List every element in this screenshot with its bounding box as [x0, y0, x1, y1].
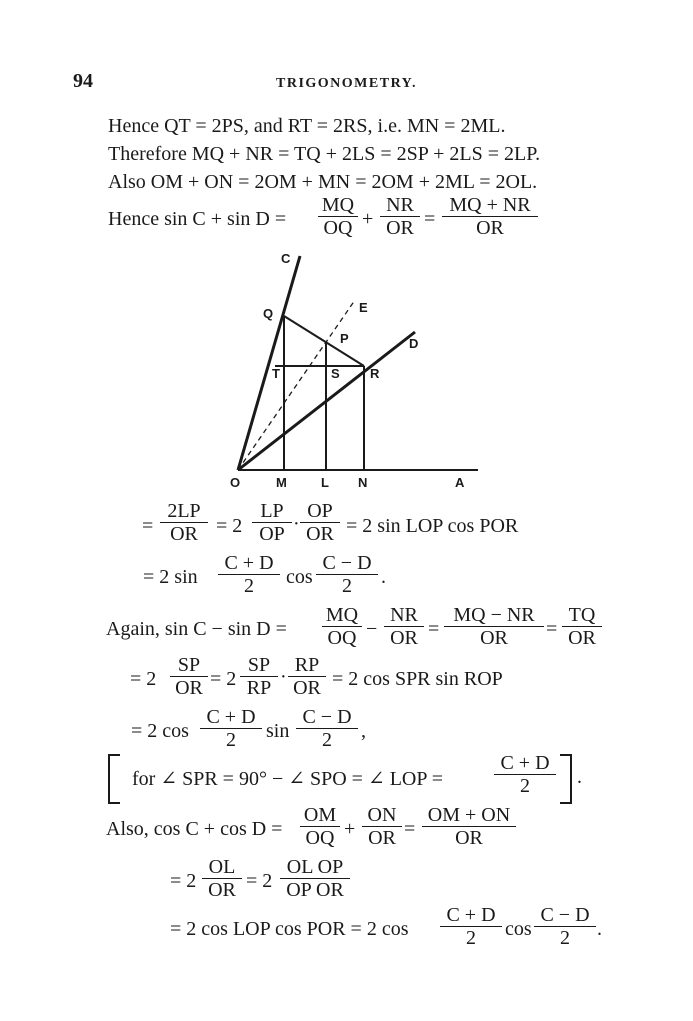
eq-b-period: . [381, 566, 386, 588]
eq-d-equals: = 2 [210, 668, 237, 690]
eq-a-equals: = [142, 515, 154, 537]
eq-d-frac-3: RP OR [288, 654, 326, 699]
eq-c-frac-2: NR OR [384, 604, 424, 649]
eq-b-frac-1: C + D 2 [218, 552, 280, 597]
label-r: R [370, 366, 380, 381]
eq-c-frac-3: MQ − NR OR [444, 604, 544, 649]
label-a: A [455, 475, 465, 490]
eq-g-plus: + [344, 818, 356, 840]
eq-e-comma: , [361, 720, 366, 742]
eq-c-frac-4: TQ OR [562, 604, 602, 649]
equals-sign: = [424, 208, 436, 230]
line-oc [238, 256, 300, 470]
eq-i-period: . [597, 918, 602, 940]
eq-c-lead: Again, sin C − sin D = [106, 618, 287, 640]
eq-i-lead: = 2 cos LOP cos POR = 2 cos [170, 918, 409, 940]
eq-f-period: . [577, 766, 582, 788]
plus-sign: + [362, 208, 374, 230]
label-t: T [272, 366, 280, 381]
eq-e-frac-1: C + D 2 [200, 706, 262, 751]
eq-c-equals: = [428, 618, 440, 640]
eq-c-equals-2: = [546, 618, 558, 640]
left-bracket [108, 754, 120, 804]
eq-b-lead: = 2 sin [143, 566, 198, 588]
eq-a-equals-2: = 2 [216, 515, 243, 537]
eq-a-dot: · [293, 513, 300, 535]
label-m: M [276, 475, 287, 490]
eq-h-frac-1: OL OR [202, 856, 242, 901]
eq-g-equals: = [404, 818, 416, 840]
eq-f-text: for ∠ SPR = 90° − ∠ SPO = ∠ LOP = [132, 768, 444, 790]
eq-h-frac-2: OL OP OP OR [280, 856, 350, 901]
eq-e-lead: = 2 cos [131, 720, 189, 742]
label-s: S [331, 366, 340, 381]
eq-i-frac-2: C − D 2 [534, 904, 596, 949]
eq-g-frac-2: ON OR [362, 804, 402, 849]
eq-f-frac: C + D 2 [494, 752, 556, 797]
line-qr [284, 316, 364, 366]
eq-sum-lead: Hence sin C + sin D = [108, 208, 287, 230]
eq-h-equals: = 2 [246, 870, 273, 892]
eq-e-sin: sin [266, 720, 290, 742]
running-head: TRIGONOMETRY. [276, 76, 418, 91]
eq-sum-frac-1: MQ OQ [318, 194, 358, 239]
eq-d-tail: = 2 cos SPR sin ROP [332, 668, 503, 690]
eq-a-frac-2: LP OP [252, 500, 292, 545]
eq-b-frac-2: C − D 2 [316, 552, 378, 597]
label-d: D [409, 336, 419, 351]
line-hence-qt: Hence QT = 2PS, and RT = 2RS, i.e. MN = 2ML. [108, 115, 506, 137]
eq-i-cos: cos [505, 918, 532, 940]
eq-b-cos: cos [286, 566, 313, 588]
eq-a-frac-3: OP OR [300, 500, 340, 545]
page-number: 94 [73, 70, 93, 92]
eq-a-tail: = 2 sin LOP cos POR [346, 515, 519, 537]
line-also-om-on: Also OM + ON = 2OM + MN = 2OM + 2ML = 2OL. [108, 171, 538, 193]
eq-h-lead: = 2 [170, 870, 197, 892]
right-bracket [560, 754, 572, 804]
label-l: L [321, 475, 329, 490]
eq-c-minus: − [366, 618, 378, 640]
eq-d-frac-2: SP RP [240, 654, 278, 699]
eq-d-dot: · [280, 666, 287, 688]
label-q: Q [263, 306, 274, 321]
eq-d-frac-1: SP OR [170, 654, 208, 699]
eq-e-frac-2: C − D 2 [296, 706, 358, 751]
eq-c-frac-1: MQ OQ [322, 604, 362, 649]
label-p: P [340, 331, 349, 346]
eq-g-frac-1: OM OQ [300, 804, 340, 849]
label-o: O [230, 475, 241, 490]
label-n: N [358, 475, 368, 490]
eq-d-lead: = 2 [130, 668, 157, 690]
eq-g-lead: Also, cos C + cos D = [106, 818, 283, 840]
eq-a-frac-1: 2LP OR [160, 500, 208, 545]
label-e: E [359, 300, 368, 315]
label-c: C [281, 251, 291, 266]
line-therefore: Therefore MQ + NR = TQ + 2LS = 2SP + 2LS = 2LP. [108, 143, 541, 165]
eq-sum-frac-2: NR OR [380, 194, 420, 239]
eq-i-frac-1: C + D 2 [440, 904, 502, 949]
eq-sum-frac-3: MQ + NR OR [442, 194, 538, 239]
eq-g-frac-3: OM + ON OR [422, 804, 516, 849]
line-oe-dashed [238, 300, 355, 470]
